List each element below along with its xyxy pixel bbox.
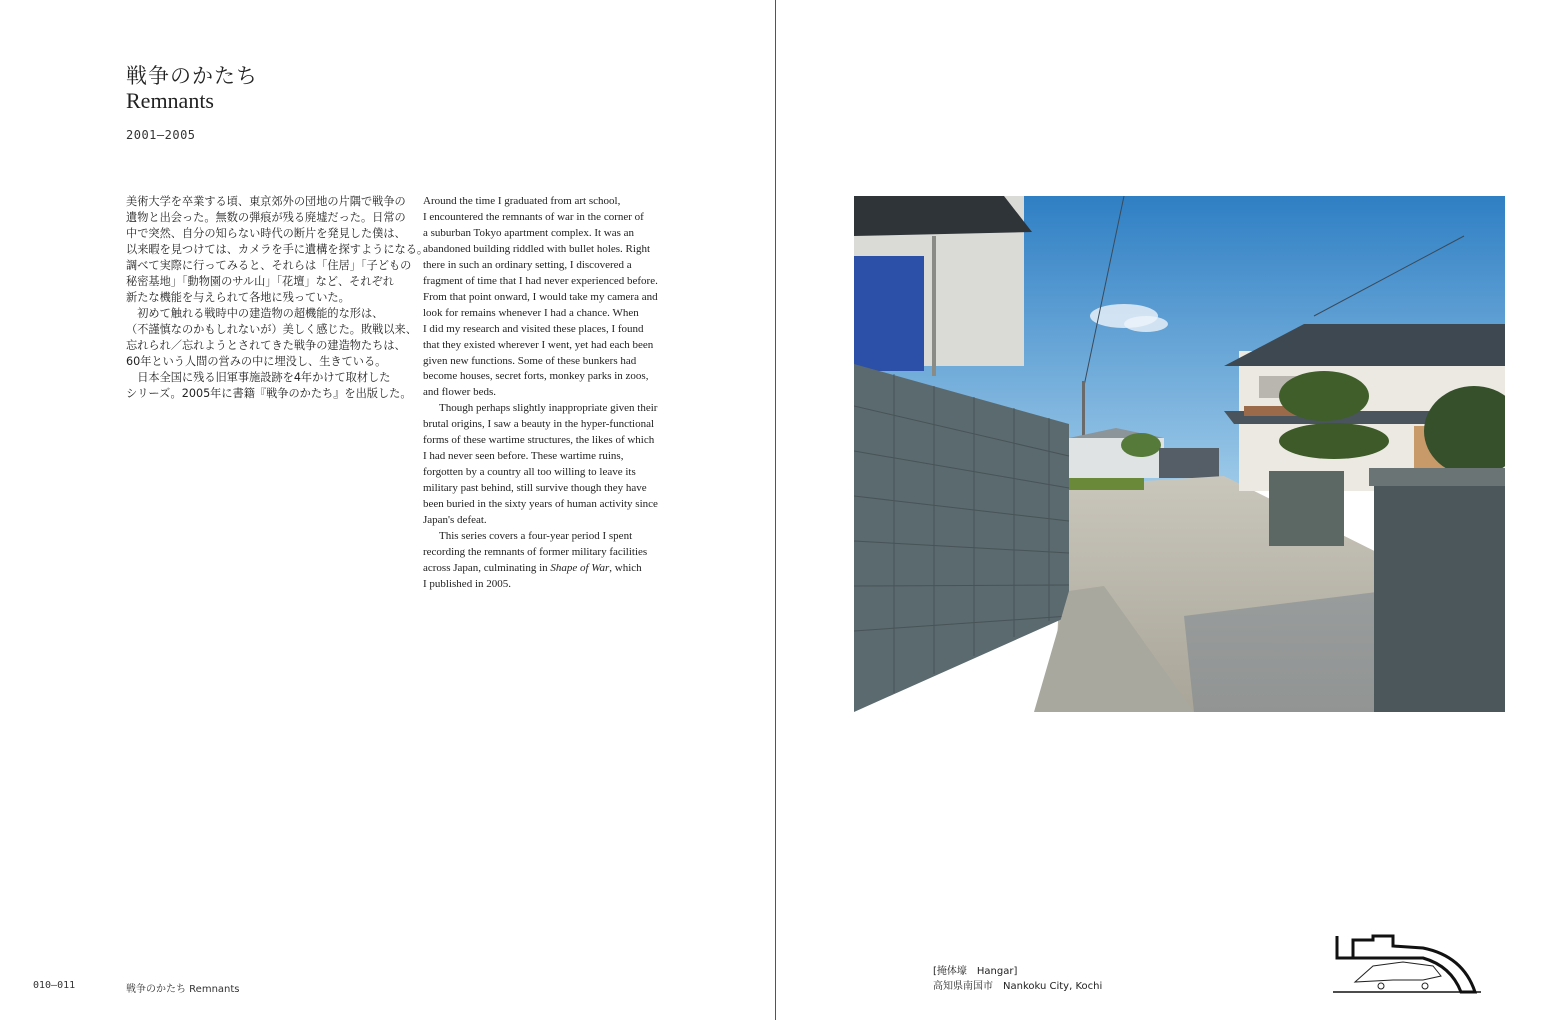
jp-line: 60年という人間の営みの中に埋没し、生きている。 bbox=[126, 355, 387, 368]
hangar-diagram bbox=[1333, 926, 1481, 996]
right-page bbox=[777, 0, 1552, 1020]
title-english: Remnants bbox=[126, 88, 214, 113]
aircraft-sketch bbox=[1355, 962, 1441, 982]
hangar-cross-section-drawing bbox=[1333, 926, 1481, 996]
jp-line: 日本全国に残る旧軍事施設跡を4年かけて取材した bbox=[126, 371, 391, 384]
jp-line: 美術大学を卒業する頃、東京郊外の団地の片隅で戦争の bbox=[126, 195, 406, 208]
jp-line: 新たな機能を与えられて各地に残っていた。 bbox=[126, 291, 350, 304]
en-line: Japan's defeat. bbox=[423, 514, 487, 527]
en-line: This series covers a four-year period I spent bbox=[439, 530, 633, 543]
book-title: Shape of War bbox=[550, 561, 610, 574]
en-line: I encountered the remnants of war in the corner of bbox=[423, 210, 644, 223]
aircraft-wheel bbox=[1422, 983, 1428, 989]
jp-line: （不謹慎なのかもしれないが）美しく感じた。敗戦以来、 bbox=[126, 323, 417, 336]
en-line: I published in 2005. bbox=[423, 577, 511, 590]
en-line: and flower beds. bbox=[423, 386, 497, 399]
en-text: across Japan, culminating in bbox=[423, 561, 548, 574]
jp-line: 遺物と出会った。無数の弾痕が残る廃墟だった。日常の bbox=[126, 211, 406, 224]
jp-line: シリーズ。2005年に書籍『戦争のかたち』を出版した。 bbox=[126, 387, 412, 400]
block-wall bbox=[854, 364, 1069, 712]
photo-caption bbox=[933, 964, 1102, 994]
cloud bbox=[1124, 316, 1168, 332]
gate-pillar bbox=[1269, 471, 1344, 546]
photo-illustration bbox=[854, 196, 1505, 712]
en-line: given new functions. Some of these bunkers had bbox=[423, 354, 637, 367]
jp-line: 調べて実際に行ってみると、それらは「住居」「子どもの bbox=[126, 259, 412, 272]
body-text-english bbox=[423, 194, 713, 593]
hangar-outline bbox=[1337, 936, 1475, 992]
body-text-japanese bbox=[126, 194, 429, 402]
house-left-eave bbox=[854, 196, 1032, 236]
en-line: look for remains whenever I had a chance. When bbox=[423, 306, 639, 319]
en-line: Though perhaps slightly inappropriate given their bbox=[439, 402, 658, 415]
distant-shed bbox=[1159, 448, 1219, 478]
en-line: that they existed wherever I went, yet had each been bbox=[423, 338, 654, 351]
jp-line: 初めて触れる戦時中の建造物の超機能的な形は、 bbox=[126, 307, 384, 320]
jp-line: 中で突然、自分の知らない時代の断片を発見した僕は、 bbox=[126, 227, 406, 240]
en-line: recording the remnants of former military facilities bbox=[423, 545, 648, 558]
en-line: a suburban Tokyo apartment complex. It was an bbox=[423, 226, 635, 239]
en-line: I had never seen before. These wartime ruins, bbox=[423, 450, 624, 463]
en-line bbox=[423, 561, 713, 577]
en-line: forms of these wartime structures, the likes of which bbox=[423, 434, 655, 447]
en-line: military past behind, still survive though they have bbox=[423, 482, 647, 495]
right-wall-top bbox=[1369, 468, 1505, 486]
caption-title: [掩体壕 Hangar] bbox=[933, 966, 1018, 977]
downpipe bbox=[932, 236, 936, 376]
left-page bbox=[0, 0, 775, 1020]
en-line: brutal origins, I saw a beauty in the hyper-functional bbox=[423, 418, 655, 431]
running-head: 戦争のかたち Remnants bbox=[126, 984, 240, 995]
jp-line: 以来暇を見つけては、カメラを手に遺構を探すようになる。 bbox=[126, 243, 429, 256]
right-wall bbox=[1374, 472, 1505, 712]
jp-line: 忘れられ／忘れようとされてきた戦争の建造物たちは、 bbox=[126, 339, 406, 352]
aircraft-wheel bbox=[1378, 983, 1384, 989]
en-text: , which bbox=[609, 561, 642, 574]
pine-tree bbox=[1279, 371, 1369, 421]
en-line: I did my research and visited these places, I found bbox=[423, 322, 644, 335]
pine-tree bbox=[1279, 423, 1389, 459]
en-line: fragment of time that I had never experienced before. bbox=[423, 274, 658, 287]
blue-panel bbox=[854, 256, 924, 371]
caption-location: 高知県南国市 Nankoku City, Kochi bbox=[933, 981, 1103, 992]
en-line: there in such an ordinary setting, I discovered a bbox=[423, 258, 632, 271]
distant-tree bbox=[1121, 433, 1161, 457]
en-line: abandoned building riddled with bullet holes. Right bbox=[423, 242, 650, 255]
en-line: been buried in the sixty years of human activity since bbox=[423, 498, 658, 511]
en-line: From that point onward, I would take my camera and bbox=[423, 290, 658, 303]
year-range: 2001–2005 bbox=[126, 128, 196, 142]
title-japanese: 戦争のかたち bbox=[126, 64, 258, 88]
jp-line: 秘密基地」「動物園のサル山」「花壇」など、それぞれ bbox=[126, 275, 394, 288]
en-line: Around the time I graduated from art school, bbox=[423, 195, 621, 207]
en-line: forgotten by a country all too willing to leave its bbox=[423, 466, 636, 479]
en-line: become houses, secret forts, monkey parks in zoos, bbox=[423, 370, 649, 383]
page-gutter-divider bbox=[775, 0, 776, 1020]
page-numbers: 010–011 bbox=[33, 980, 76, 991]
photograph-street-scene bbox=[854, 196, 1505, 712]
grass bbox=[1064, 478, 1144, 490]
